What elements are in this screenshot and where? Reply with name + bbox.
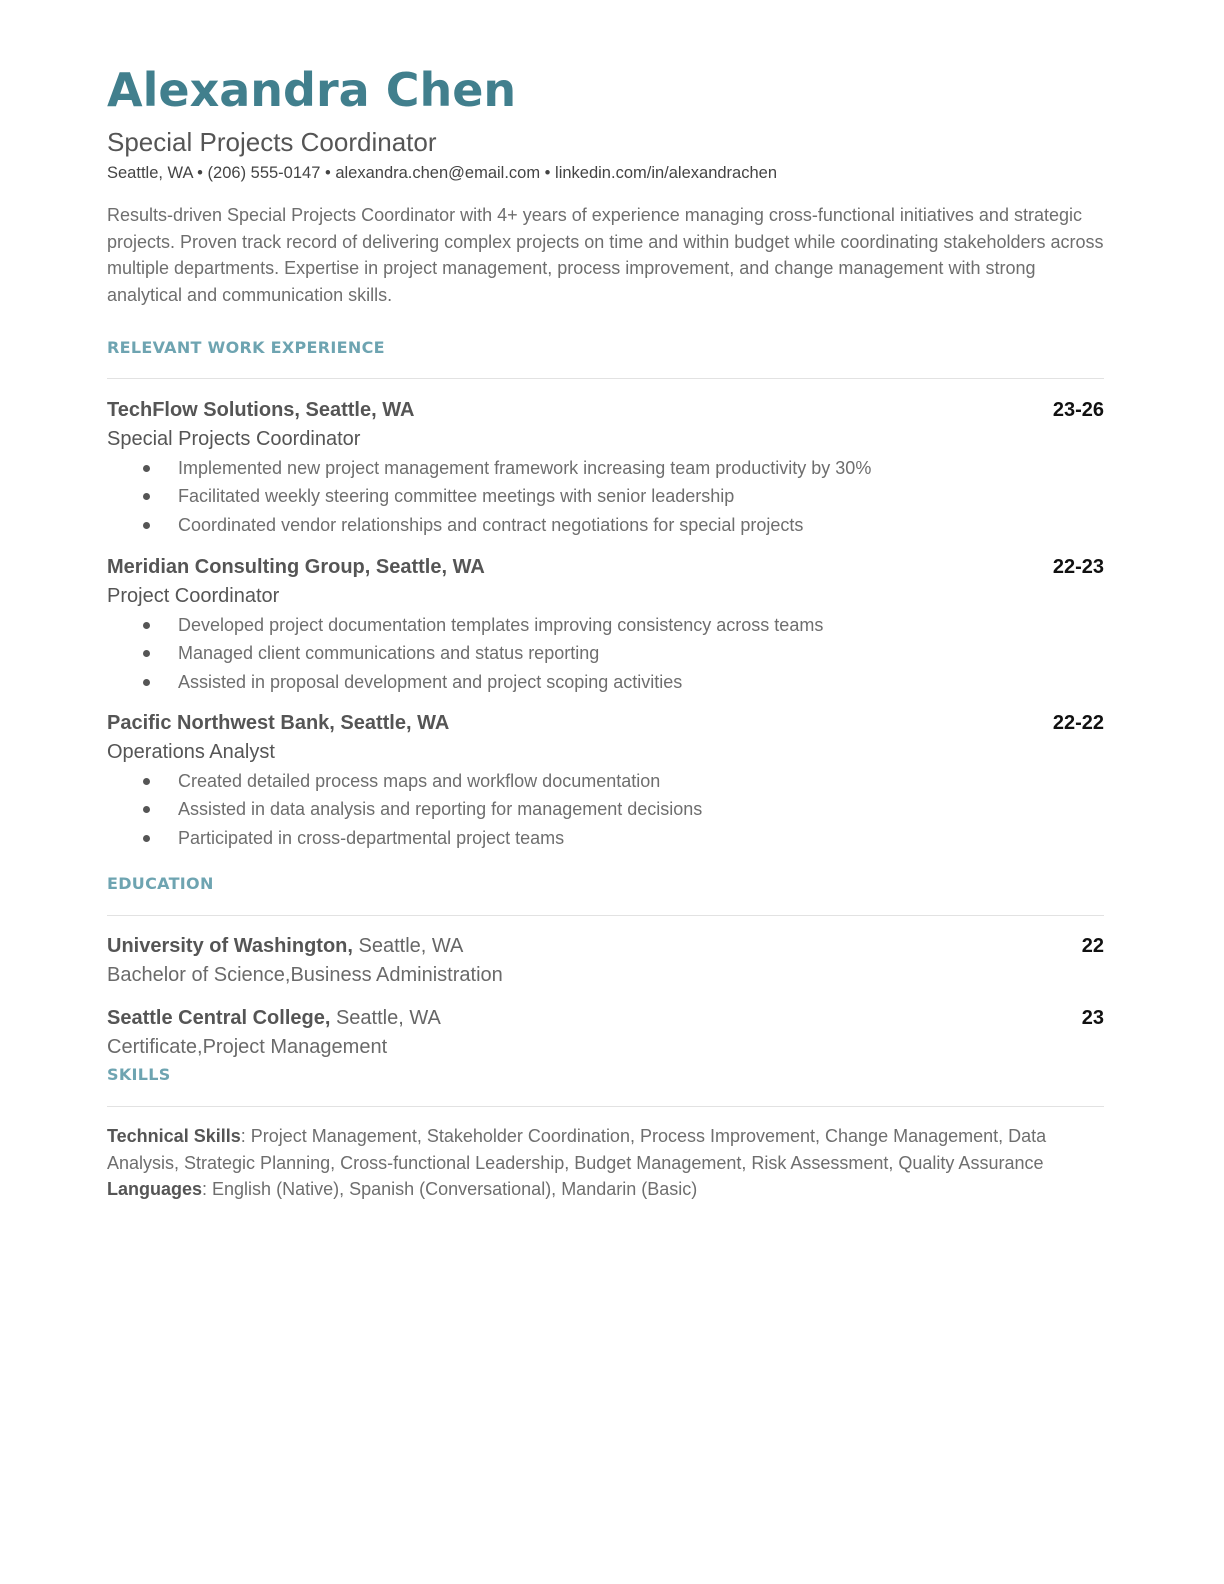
job-bullet-list [107, 767, 1104, 852]
job-bullet-text: Managed client communications and status reporting [178, 643, 600, 664]
job-employer: Pacific Northwest Bank, Seattle, WA [107, 712, 450, 734]
job-bullet-list [107, 611, 1104, 696]
job-bullet-text: Created detailed process maps and workflow documentation [178, 771, 661, 791]
job-bullet-text: Implemented new project management framework increasing team productivity by 30% [178, 458, 872, 478]
job-dates: 22-23 [1052, 556, 1104, 578]
graduation-year: 22 [1081, 935, 1104, 957]
candidate-headline: Special Projects Coordinator [107, 127, 437, 157]
education-header [107, 1003, 1104, 1033]
job-role: Special Projects Coordinator [107, 428, 361, 450]
job-bullet [107, 639, 1104, 667]
job-dates: 23-26 [1052, 399, 1104, 421]
education-header [107, 931, 1104, 961]
bullet-dot-icon [143, 522, 150, 529]
bullet-dot-icon [143, 778, 150, 785]
graduation-year: 23 [1081, 1007, 1104, 1029]
job-entry [107, 395, 1104, 539]
bullet-dot-icon [143, 835, 150, 842]
job-bullet [107, 454, 1104, 482]
job-bullet-text: Facilitated weekly steering committee meetings with senior leadership [178, 486, 735, 507]
bullet-dot-icon [143, 493, 150, 500]
job-entry [107, 552, 1104, 696]
school-location: Seattle, WA [330, 1007, 441, 1029]
job-role: Project Coordinator [107, 585, 280, 607]
job-role: Operations Analyst [107, 741, 275, 763]
section-title-education: EDUCATION [107, 874, 214, 893]
job-bullet [107, 668, 1104, 696]
bullet-dot-icon [143, 622, 150, 629]
degree: Bachelor of Science,Business Administration [107, 964, 503, 986]
job-bullet-text: Developed project documentation templates improving consistency across teams [178, 615, 824, 635]
job-bullet [107, 795, 1104, 823]
job-bullet-text: Participated in cross-departmental project teams [178, 827, 565, 848]
section-divider [107, 378, 1104, 379]
job-bullet [107, 611, 1104, 639]
education-entry [107, 1003, 1104, 1062]
section-divider [107, 1106, 1104, 1107]
job-header [107, 395, 1104, 425]
job-bullet [107, 767, 1104, 795]
school-location: Seattle, WA [352, 935, 464, 957]
contact-line: Seattle, WA • (206) 555-0147 • alexandra.chen@email.com • linkedin.com/in/alexandrachen [107, 164, 777, 182]
bullet-dot-icon [143, 465, 150, 472]
job-bullet-text: Assisted in data analysis and reporting for management decisions [178, 799, 703, 820]
job-header [107, 708, 1104, 738]
job-bullet [107, 824, 1104, 852]
bullet-dot-icon [143, 679, 150, 686]
section-title-experience: RELEVANT WORK EXPERIENCE [107, 338, 385, 357]
degree: Certificate,Project Management [107, 1036, 388, 1058]
skills-block [107, 1123, 1104, 1203]
job-bullet [107, 511, 1104, 539]
section-divider [107, 915, 1104, 916]
section-title-skills: SKILLS [107, 1065, 171, 1084]
candidate-name: Alexandra Chen [107, 63, 517, 117]
languages-value: : English (Native), Spanish (Conversational), Mandarin (Basic) [202, 1179, 698, 1200]
job-employer: TechFlow Solutions, Seattle, WA [107, 399, 415, 421]
job-bullet-text: Coordinated vendor relationships and contract negotiations for special projects [178, 514, 804, 535]
professional-summary: Results-driven Special Projects Coordinator with 4+ years of experience managing cross-functional initiatives and strategic projects. Proven track record of delivering complex projects on time and within budget while coordinating stakeholders across multiple departments. Expertise in project management, process improvement, and change management with strong analytical and communication skills. [107, 205, 1104, 305]
bullet-dot-icon [143, 806, 150, 813]
job-employer: Meridian Consulting Group, Seattle, WA [107, 556, 485, 578]
technical-skills-line [107, 1123, 1104, 1176]
education-entry [107, 931, 1104, 990]
job-bullet-text: Assisted in proposal development and project scoping activities [178, 671, 683, 692]
job-bullet-list [107, 454, 1104, 539]
technical-skills-value: : Project Management, Stakeholder Coordination, Process Improvement, Change Management, Data Analysis, Strategic Planning, Cross-functional Leadership, Budget Management, Risk Assessment, Quality Assurance [107, 1126, 1047, 1173]
technical-skills-label: Technical Skills [107, 1126, 241, 1146]
bullet-dot-icon [143, 650, 150, 657]
job-header [107, 552, 1104, 582]
job-entry [107, 708, 1104, 852]
school-name: Seattle Central College, [107, 1007, 331, 1029]
job-dates: 22-22 [1052, 712, 1104, 734]
languages-line [107, 1176, 1104, 1203]
school-name: University of Washington, [107, 935, 353, 957]
languages-label: Languages [107, 1179, 203, 1200]
job-bullet [107, 482, 1104, 510]
